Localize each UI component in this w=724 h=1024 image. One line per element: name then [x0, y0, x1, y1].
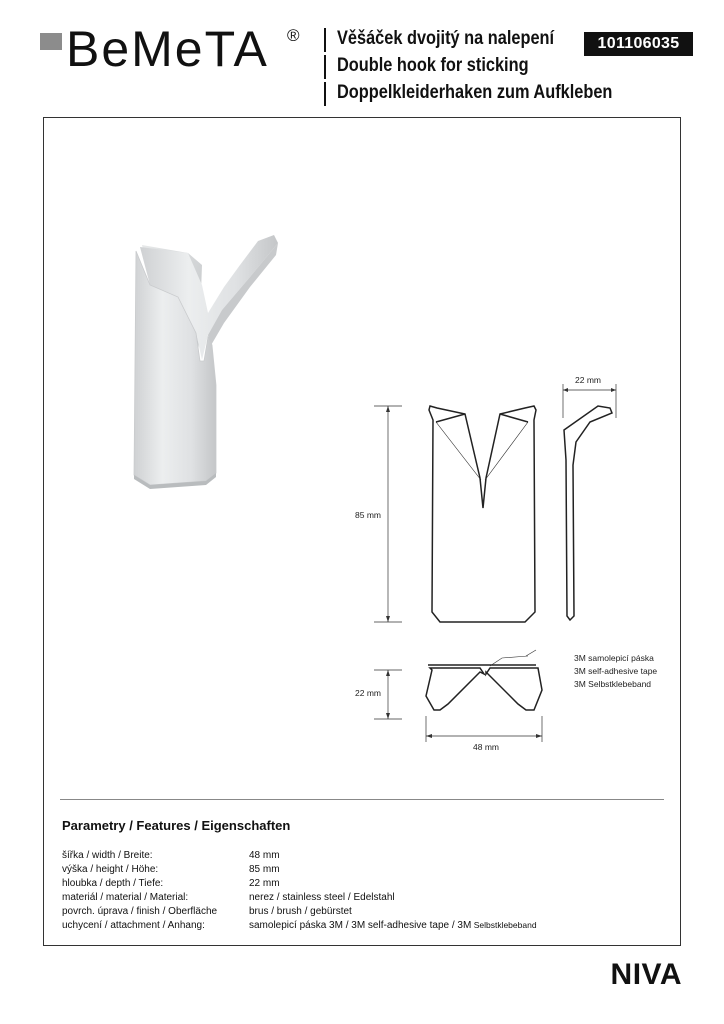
depth-label: 22 mm — [575, 375, 601, 385]
brand-logo: BeMeTA — [66, 21, 269, 77]
param-value-attachment-main: samolepicí páska 3M / 3M self-adhesive tape / 3M — [249, 920, 472, 931]
param-label-height: výška / height / Höhe: — [62, 864, 159, 875]
series-name: NIVA — [610, 958, 682, 991]
title-en: Double hook for sticking — [337, 55, 529, 76]
title-bar-1 — [324, 28, 326, 52]
logo-mark — [40, 33, 62, 50]
side-view — [564, 406, 612, 620]
tape-note-de: 3M Selbstklebeband — [574, 679, 652, 689]
param-value-material: nerez / stainless steel / Edelstahl — [249, 892, 395, 903]
top-view — [426, 665, 542, 710]
param-value-finish: brus / brush / gebürstet — [249, 906, 352, 917]
param-value-width: 48 mm — [249, 850, 280, 861]
param-label-attachment: uchycení / attachment / Anhang: — [62, 920, 205, 931]
title-cz: Věšáček dvojitý na nalepení — [337, 28, 555, 49]
title-bar-2 — [324, 55, 326, 79]
width-dimension — [426, 716, 542, 742]
param-value-height: 85 mm — [249, 864, 280, 875]
product-code-badge: 101106035 — [584, 32, 693, 56]
product-photo — [120, 225, 290, 495]
param-label-depth: hloubka / depth / Tiefe: — [62, 878, 164, 889]
section-divider — [60, 799, 664, 800]
tape-note-en: 3M self-adhesive tape — [574, 666, 658, 676]
height-label: 85 mm — [355, 510, 381, 520]
title-de: Doppelkleiderhaken zum Aufkleben — [337, 82, 613, 103]
param-label-finish: povrch. úprava / finish / Oberfläche — [62, 906, 218, 917]
base-depth-label: 22 mm — [355, 688, 381, 698]
parameters-heading: Parametry / Features / Eigenschaften — [62, 818, 291, 833]
width-label: 48 mm — [473, 742, 499, 752]
param-value-attachment-small: Selbstklebeband — [471, 920, 537, 930]
registered-mark: ® — [287, 26, 300, 45]
technical-drawing — [340, 370, 680, 755]
title-bar-3 — [324, 82, 326, 106]
front-view — [429, 406, 536, 622]
param-label-width: šířka / width / Breite: — [62, 850, 153, 861]
tape-note-cz: 3M samolepicí páska — [574, 653, 654, 663]
param-value-attachment — [249, 919, 537, 932]
param-label-material: materiál / material / Material: — [62, 892, 189, 903]
param-value-depth: 22 mm — [249, 878, 280, 889]
